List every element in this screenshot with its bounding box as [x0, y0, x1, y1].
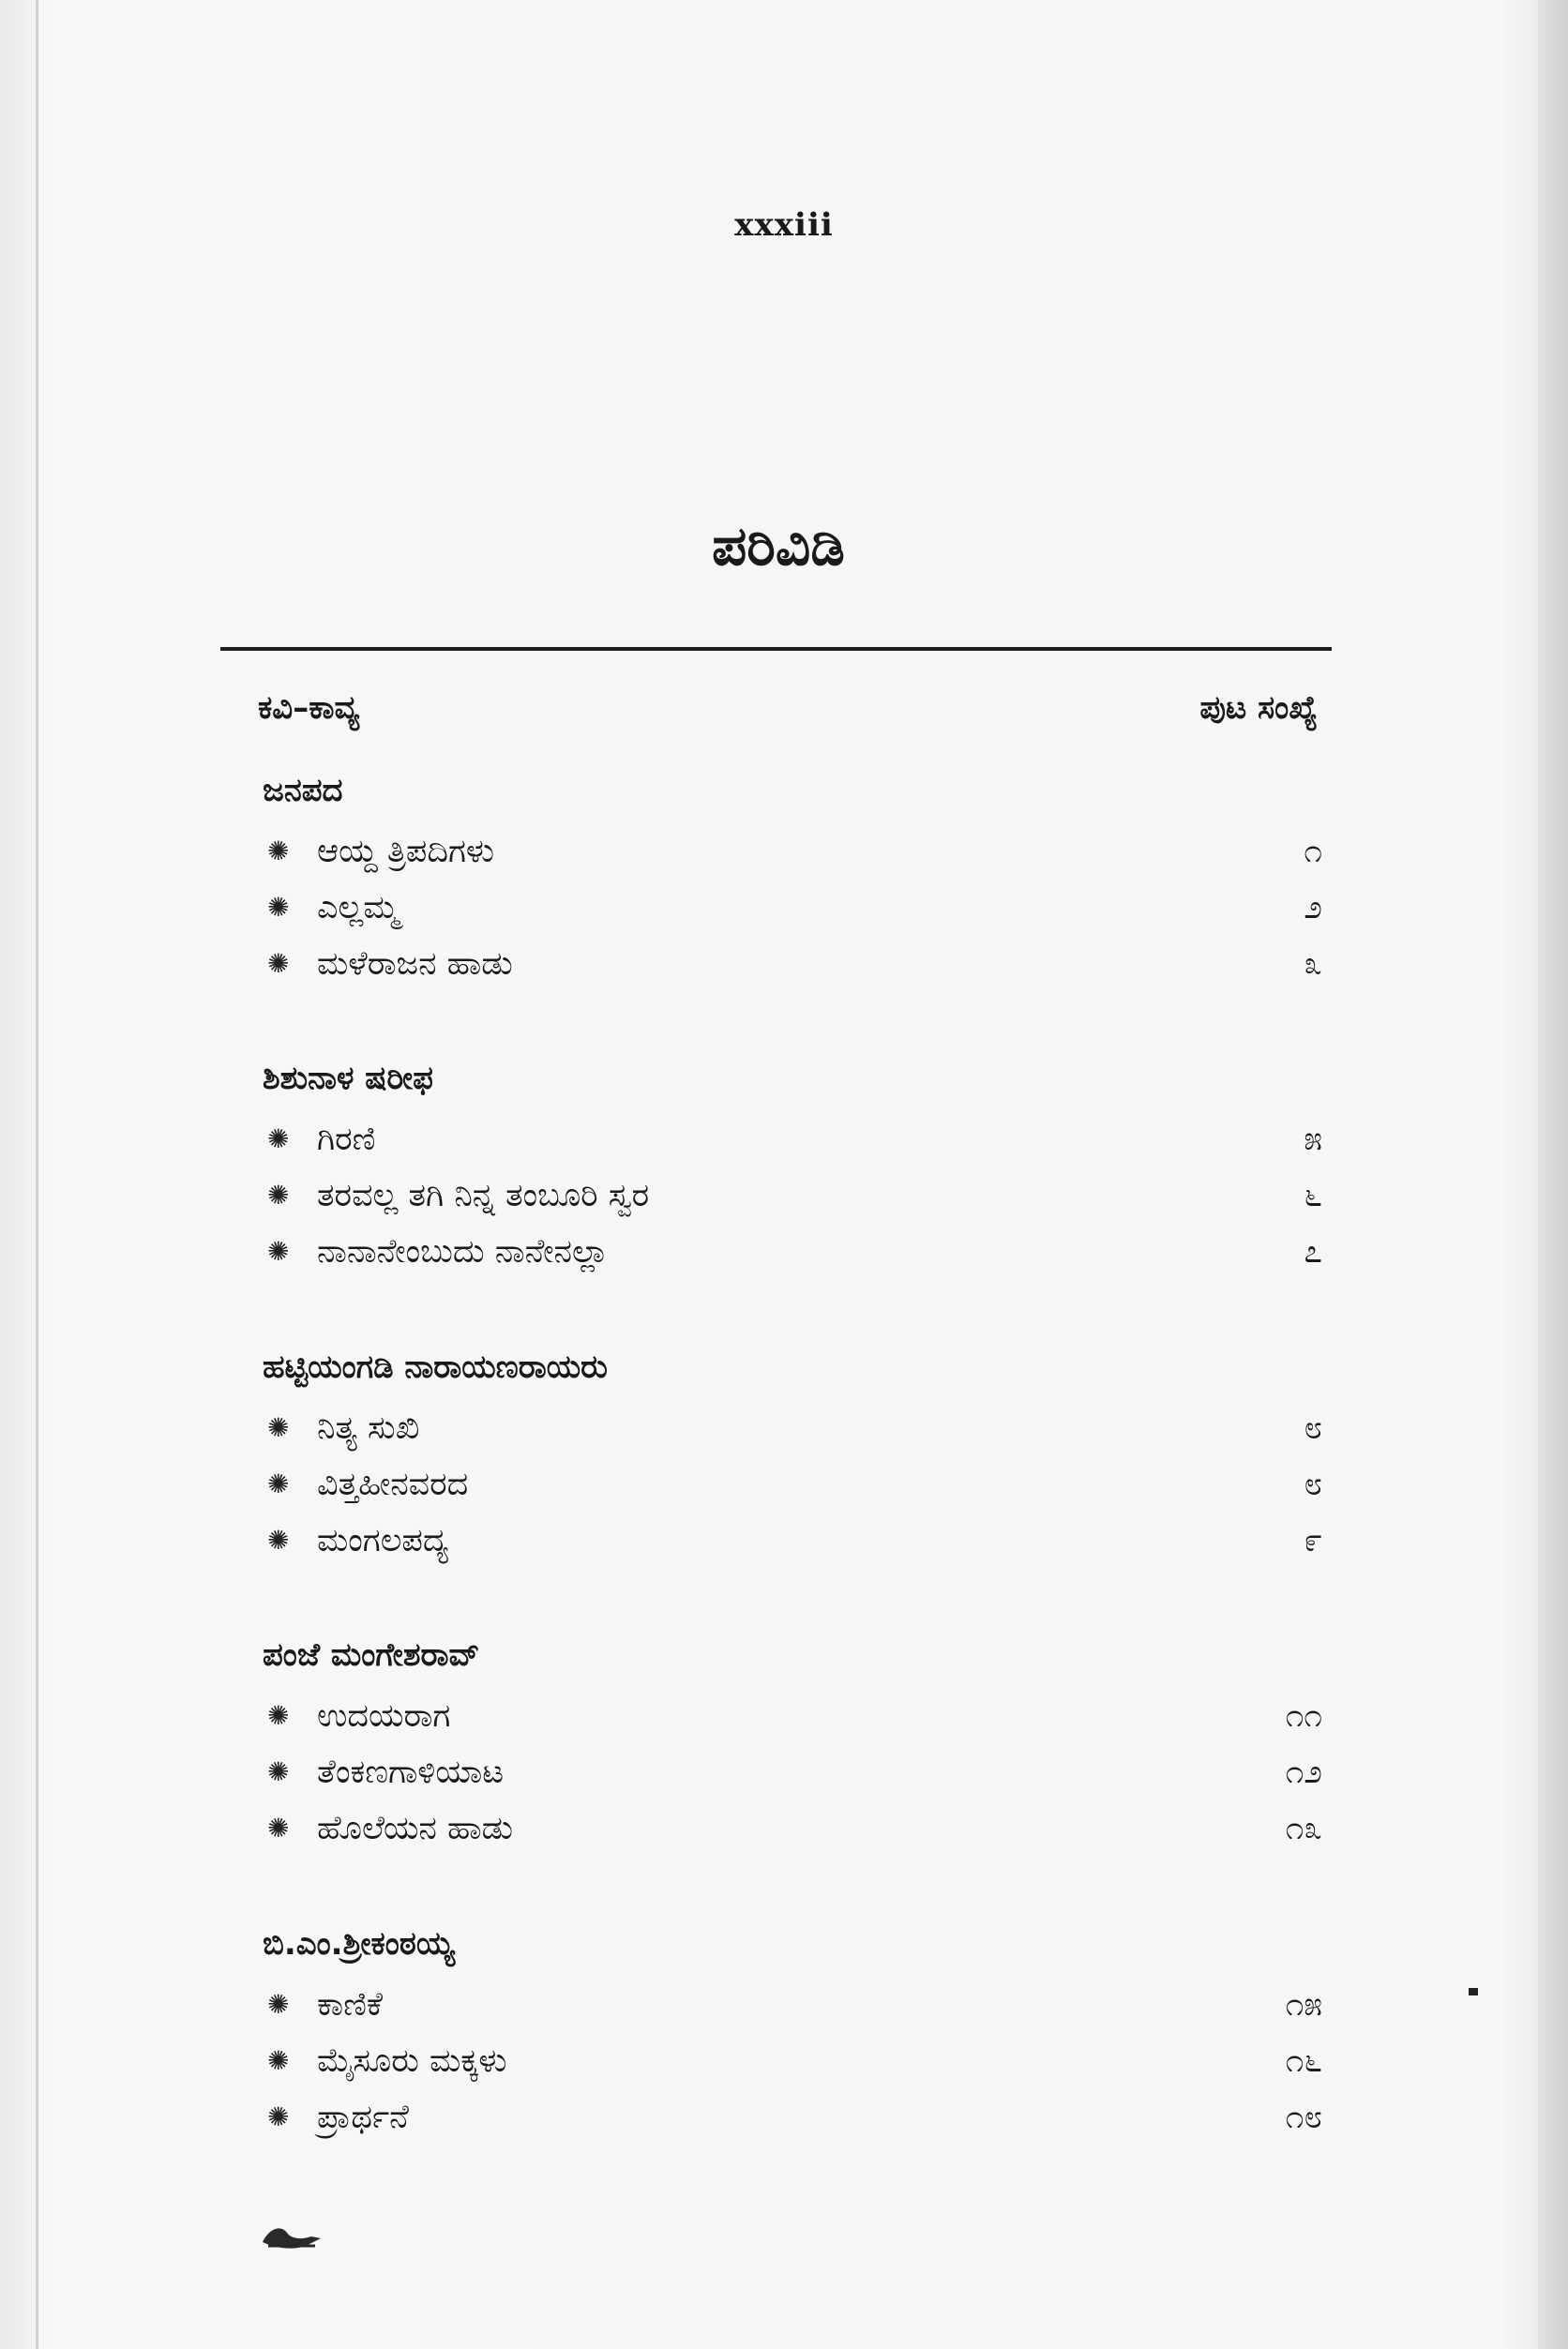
toc-entry[interactable] [263, 823, 1322, 880]
flower-bullet-icon: ✺ [267, 1412, 290, 1443]
toc-entry[interactable] [263, 2033, 1322, 2089]
toc-entry[interactable] [263, 880, 1322, 936]
entry-page-number: ೯ [1304, 1522, 1322, 1559]
entry-page-number: ೧೧ [1285, 1697, 1322, 1735]
page-number-roman: xxxiii [734, 206, 834, 244]
entry-page-number: ೧೮ [1285, 2099, 1322, 2136]
entry-page-number: ೧೩ [1285, 1810, 1322, 1847]
page-binding-edge [36, 0, 38, 2349]
entry-page-number: ೮ [1304, 1409, 1322, 1447]
flower-bullet-icon: ✺ [267, 1180, 290, 1211]
entry-title: ಗಿರಣಿ [317, 1121, 376, 1158]
entry-title: ಪ್ರಾರ್ಥನೆ [317, 2099, 409, 2136]
toc-entry[interactable] [263, 2089, 1322, 2146]
toc-section [263, 1344, 1322, 1569]
section-heading: ಹಟ್ಟಿಯಂಗಡಿ ನಾರಾಯಣರಾಯರು [263, 1348, 608, 1386]
toc-entry[interactable] [263, 1400, 1322, 1456]
toc-section [263, 1632, 1322, 1857]
toc-entry[interactable] [263, 1167, 1322, 1224]
page-right-edge [1538, 0, 1568, 2349]
flower-bullet-icon: ✺ [267, 892, 290, 923]
column-header-page-number: ಪುಟ ಸಂಖ್ಯೆ [1199, 689, 1318, 727]
toc-entry[interactable] [263, 1744, 1322, 1800]
entry-title: ತರವಲ್ಲ ತಗಿ ನಿನ್ನ ತಂಬೂರಿ ಸ್ವರ [317, 1177, 650, 1214]
page-title: ಪರಿವಿಡಿ [712, 514, 845, 578]
toc-entry[interactable] [263, 1688, 1322, 1744]
entry-title: ನಾನಾನೇಂಬುದು ನಾನೇನಲ್ಲಾ [317, 1233, 610, 1271]
toc-section [263, 1920, 1322, 2146]
entry-page-number: ೭ [1304, 1233, 1322, 1271]
header-rule [220, 647, 1332, 651]
section-heading: ಪಂಜೆ ಮಂಗೇಶರಾವ್ [263, 1636, 480, 1674]
flower-bullet-icon: ✺ [267, 1989, 290, 2020]
entry-title: ಮಂಗಲಪದ್ಯ [317, 1522, 449, 1559]
flower-bullet-icon: ✺ [267, 836, 290, 866]
column-header-poet-poem: ಕವಿ–ಕಾವ್ಯ [258, 689, 360, 727]
entry-title: ತೆಂಕಣಗಾಳಿಯಾಟ [317, 1754, 505, 1791]
entry-title: ಮೈಸೂರು ಮಕ್ಕಳು [317, 2042, 507, 2080]
flower-bullet-icon: ✺ [267, 1700, 290, 1731]
entry-title: ಆಯ್ದ ತ್ರಿಪದಿಗಳು [317, 833, 495, 870]
toc-entry[interactable] [263, 1224, 1322, 1280]
toc-section [263, 767, 1322, 992]
section-heading: ಬಿ.ಎಂ.ಶ್ರೀಕಂಠಯ್ಯ [263, 1925, 455, 1963]
flower-bullet-icon: ✺ [267, 2101, 290, 2132]
toc-entry[interactable] [263, 1800, 1322, 1857]
entry-title: ಕಾಣಿಕೆ [317, 1986, 384, 2024]
entry-page-number: ೧೬ [1285, 2042, 1322, 2080]
flower-bullet-icon: ✺ [267, 1468, 290, 1499]
flower-bullet-icon: ✺ [267, 1123, 290, 1154]
print-speck [1469, 1988, 1478, 1995]
toc-entry[interactable] [263, 1111, 1322, 1167]
toc-entry[interactable] [263, 1513, 1322, 1569]
toc-section [263, 1055, 1322, 1280]
flower-bullet-icon: ✺ [267, 1756, 290, 1787]
entry-page-number: ೫ [1304, 1121, 1322, 1158]
section-heading: ಶಿಶುನಾಳ ಷರೀಫ [263, 1060, 433, 1097]
toc-entry[interactable] [263, 1456, 1322, 1513]
entry-page-number: ೧೨ [1285, 1754, 1322, 1791]
entry-page-number: ೬ [1304, 1177, 1322, 1214]
entry-page-number: ೩ [1304, 945, 1322, 983]
entry-page-number: ೨ [1304, 889, 1322, 926]
entry-title: ಎಲ್ಲಮ್ಮ [317, 889, 400, 926]
entry-title: ಮಳೆರಾಜನ ಹಾಡು [317, 945, 513, 983]
entry-title: ಉದಯರಾಗ [317, 1697, 451, 1735]
entry-title: ಹೊಲೆಯನ ಹಾಡು [317, 1810, 514, 1847]
flower-bullet-icon: ✺ [267, 2045, 290, 2076]
entry-page-number: ೮ [1304, 1466, 1322, 1503]
entry-page-number: ೧ [1304, 833, 1322, 870]
section-heading: ಜನಪದ [263, 772, 343, 809]
toc-entry[interactable] [263, 1977, 1322, 2033]
flower-bullet-icon: ✺ [267, 948, 290, 979]
entry-title: ವಿತ್ತಹೀನವರದ [317, 1466, 469, 1503]
flower-bullet-icon: ✺ [267, 1525, 290, 1556]
flower-bullet-icon: ✺ [267, 1236, 290, 1267]
publisher-logo-mark [259, 2218, 324, 2253]
toc-entry[interactable] [263, 936, 1322, 992]
entry-title: ನಿತ್ಯ ಸುಖಿ [317, 1409, 420, 1447]
entry-page-number: ೧೫ [1285, 1986, 1322, 2024]
flower-bullet-icon: ✺ [267, 1813, 290, 1844]
